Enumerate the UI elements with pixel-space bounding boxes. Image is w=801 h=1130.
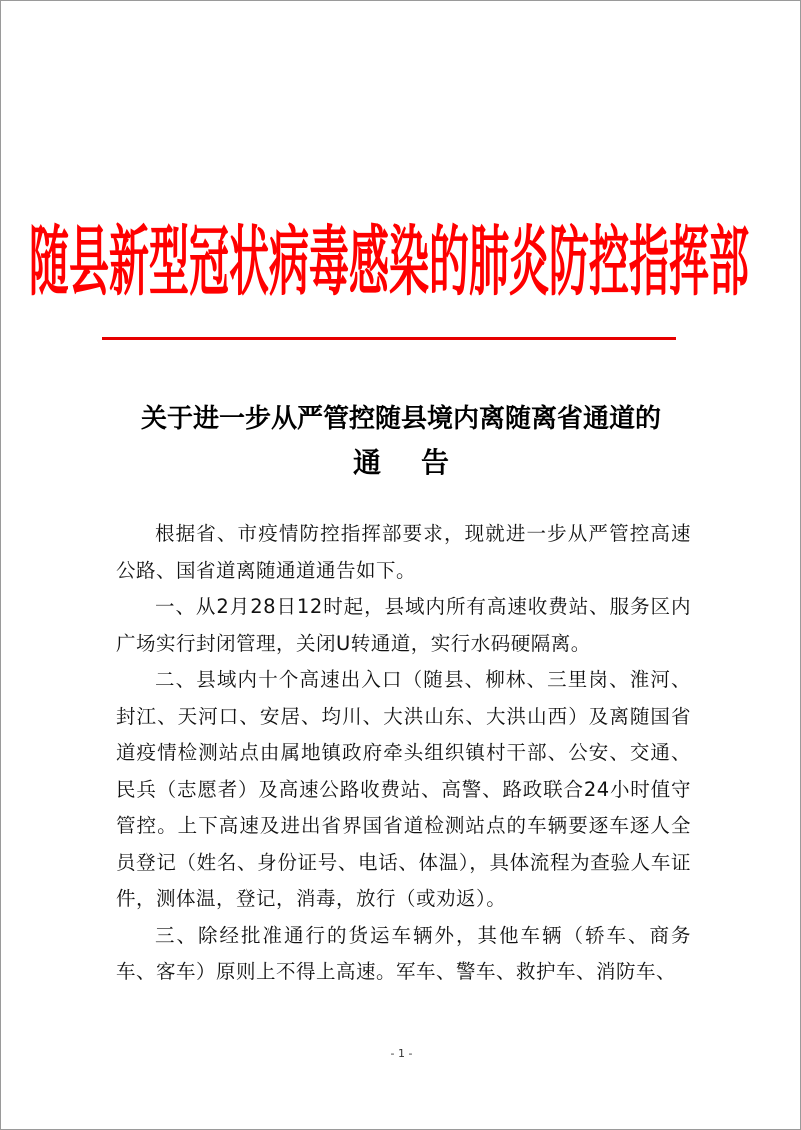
body-paragraph-1: 一、从2月28日12时起，县域内所有高速收费站、服务区内广场实行封闭管理，关闭U转通道，实行水码硬隔离。 <box>116 595 691 655</box>
header-red-rule <box>102 337 676 340</box>
body-paragraph-2: 二、县域内十个高速出入口（随县、柳林、三里岗、淮河、封江、天河口、安居、均川、大洪山东、大洪山西）及离随国省道疫情检测站点由属地镇政府牵头组织镇村干部、公安、交通、民兵（志愿者）及高速公路收费站、高警、路政联合24小时值守管控。上下高速及进出省界国省道检测站点的车辆要逐车逐人全员登记（姓名、身份证号、电话、体温），具体流程为查验人车证件，测体温，登记，消毒，放行（或劝返）。 <box>116 668 691 910</box>
issuer-header <box>29 206 749 307</box>
page-number: - 1 - <box>390 1047 413 1060</box>
notice-title-line2: 通告 <box>352 446 489 479</box>
notice-body <box>116 516 691 991</box>
issuer-header-text: 随县新型冠状病毒感染的肺炎防控指挥部 <box>29 217 749 307</box>
notice-title-line1: 关于进一步从严管控随县境内离随离省通道的 <box>140 404 661 434</box>
body-paragraph-intro: 根据省、市疫情防控指挥部要求，现就进一步从严管控高速公路、国省道离随通道通告如下。 <box>116 522 691 582</box>
body-paragraph-3: 三、除经批准通行的货运车辆外，其他车辆（轿车、商务车、客车）原则上不得上高速。军车、警车、救护车、消防车、 <box>116 923 691 983</box>
